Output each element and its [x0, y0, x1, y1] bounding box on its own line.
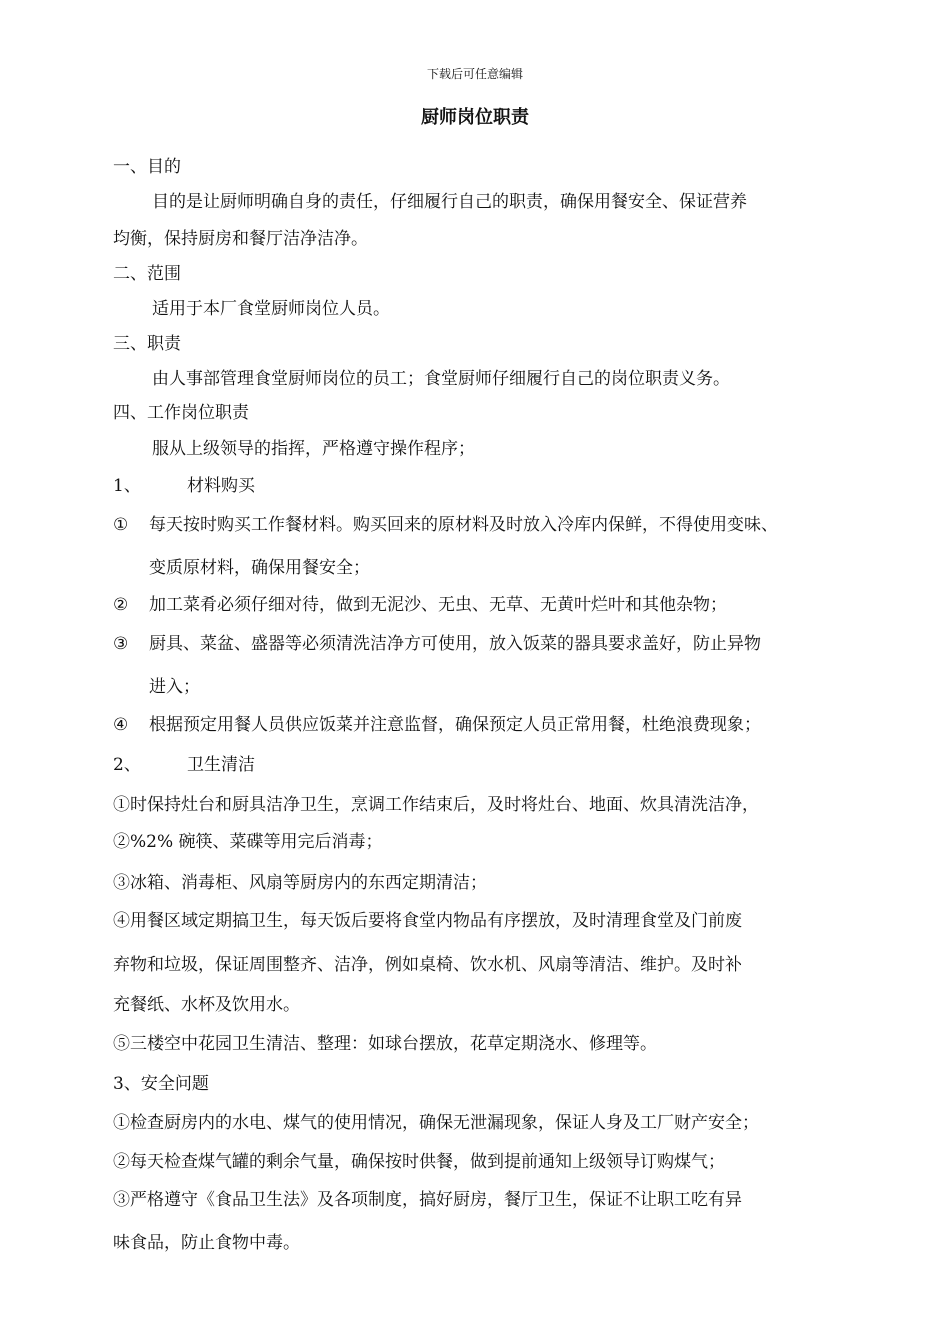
purpose-paragraph-line: 均衡，保持厨房和餐厅洁净洁净。 [113, 229, 368, 249]
safety-item: ③严格遵守《食品卫生法》及各项制度，搞好厨房，餐厅卫生，保证不让职工吃有异 [113, 1190, 742, 1210]
purchase-item [113, 713, 761, 737]
scope-paragraph: 适用于本厂食堂厨师岗位人员。 [152, 299, 390, 319]
purpose-heading: 一、目的 [113, 157, 181, 177]
purchase-item [113, 593, 727, 617]
hygiene-item-continuation: 充餐纸、水杯及饮用水。 [113, 995, 300, 1015]
purchase-item [113, 513, 778, 537]
hygiene-subheading [113, 753, 255, 777]
item-text: 加工菜肴必须仔细对待，做到无泥沙、无虫、无草、无黄叶烂叶和其他杂物； [149, 595, 727, 615]
item-mark: ③ [113, 634, 129, 654]
hygiene-item: ⑤三楼空中花园卫生清洁、整理：如球台摆放，花草定期浇水、修理等。 [113, 1034, 657, 1054]
hygiene-item: ③冰箱、消毒柜、风扇等厨房内的东西定期清洁； [113, 873, 487, 893]
header-note: 下载后可任意编辑 [426, 67, 523, 81]
work-intro: 服从上级领导的指挥，严格遵守操作程序； [152, 439, 475, 459]
duties-heading: 三、职责 [113, 334, 181, 354]
item-mark: ① [113, 515, 129, 535]
scope-heading: 二、范围 [113, 264, 181, 284]
hygiene-title: 卫生清洁 [187, 755, 255, 775]
hygiene-item: ②%2% 碗筷、菜碟等用完后消毒； [113, 832, 383, 852]
item-text: 厨具、菜盆、盛器等必须清洗洁净方可使用，放入饭菜的器具要求盖好，防止异物 [149, 634, 761, 654]
safety-item: ①检查厨房内的水电、煤气的使用情况，确保无泄漏现象，保证人身及工厂财产安全； [113, 1113, 759, 1133]
item-text: 根据预定用餐人员供应饭菜并注意监督，确保预定人员正常用餐，杜绝浪费现象； [149, 715, 761, 735]
purpose-paragraph-line: 目的是让厨师明确自身的责任，仔细履行自己的职责，确保用餐安全、保证营养 [152, 192, 747, 212]
safety-item-continuation: 味食品，防止食物中毒。 [113, 1233, 300, 1253]
hygiene-item: ①时保持灶台和厨具洁净卫生，烹调工作结束后，及时将灶台、地面、炊具清洗洁净， [113, 795, 759, 815]
hygiene-number: 2、 [113, 755, 141, 775]
purchase-subheading [113, 474, 255, 498]
item-mark: ② [113, 595, 129, 615]
purchase-number: 1、 [113, 476, 141, 496]
purchase-item-continuation: 变质原材料，确保用餐安全； [149, 558, 370, 578]
purchase-item [113, 632, 761, 656]
item-mark: ④ [113, 715, 129, 735]
duties-paragraph: 由人事部管理食堂厨师岗位的员工；食堂厨师仔细履行自己的岗位职责义务。 [152, 369, 730, 389]
purchase-title: 材料购买 [187, 476, 255, 496]
safety-item: ②每天检查煤气罐的剩余气量，确保按时供餐，做到提前通知上级领导订购煤气； [113, 1152, 725, 1172]
hygiene-item: ④用餐区域定期搞卫生，每天饭后要将食堂内物品有序摆放，及时清理食堂及门前废 [113, 911, 742, 931]
work-heading: 四、工作岗位职责 [113, 403, 249, 423]
safety-subheading: 3、安全问题 [113, 1074, 209, 1094]
purchase-item-continuation: 进入； [149, 677, 200, 697]
hygiene-item-continuation: 弃物和垃圾，保证周围整齐、洁净，例如桌椅、饮水机、风扇等清洁、维护。及时补 [113, 955, 742, 975]
item-text: 每天按时购买工作餐材料。购买回来的原材料及时放入冷库内保鲜，不得使用变味、 [149, 515, 778, 535]
document-title: 厨师岗位职责 [421, 107, 529, 128]
